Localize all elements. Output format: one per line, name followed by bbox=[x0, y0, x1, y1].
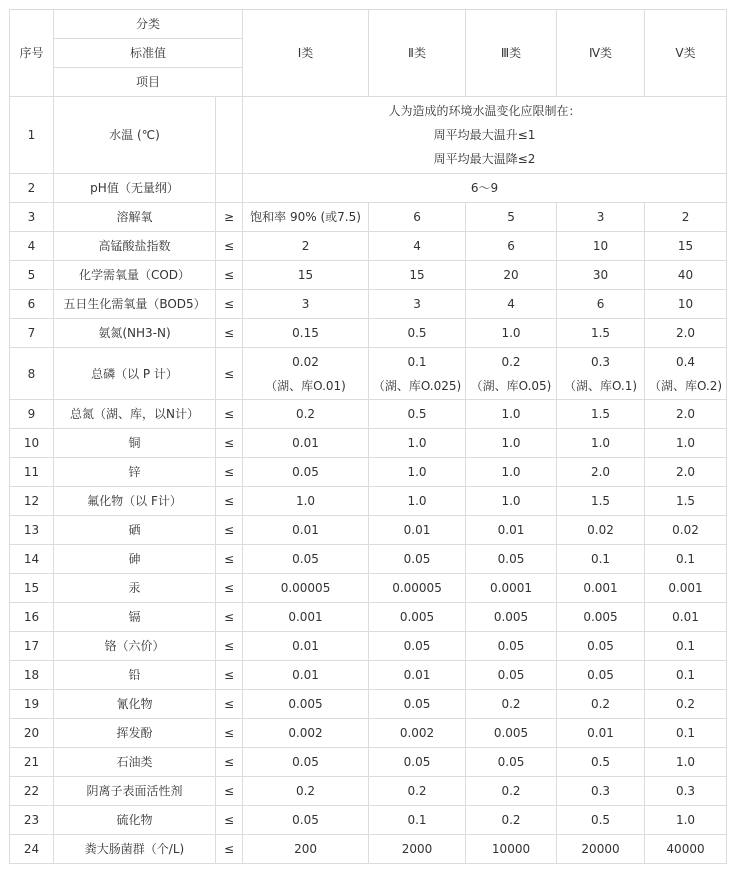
row-number: 18 bbox=[10, 661, 54, 690]
class-1-value: 0.01 bbox=[243, 632, 369, 661]
class-3-value: 0.05 bbox=[466, 661, 557, 690]
class-1-value: 0.005 bbox=[243, 690, 369, 719]
header-class-4: Ⅳ类 bbox=[557, 10, 645, 97]
row-number: 11 bbox=[10, 458, 54, 487]
table-row bbox=[10, 603, 727, 632]
class-4-value: 0.005 bbox=[557, 603, 645, 632]
item-name: 阴离子表面活性剂 bbox=[54, 777, 216, 806]
class-3-value: 1.0 bbox=[466, 429, 557, 458]
header-class-5: Ⅴ类 bbox=[645, 10, 727, 97]
table-row bbox=[10, 748, 727, 777]
row-number: 24 bbox=[10, 835, 54, 864]
item-name: 总氮（湖、库，以N计） bbox=[54, 400, 216, 429]
table-row bbox=[10, 632, 727, 661]
class-4-value: 0.05 bbox=[557, 661, 645, 690]
class-3-value bbox=[466, 348, 557, 400]
class-3-value: 1.0 bbox=[466, 400, 557, 429]
comparison-symbol: ≤ bbox=[216, 777, 243, 806]
table-row bbox=[10, 174, 727, 203]
value-lake-reservoir: （湖、库O.025) bbox=[372, 378, 462, 393]
item-name: 铜 bbox=[54, 429, 216, 458]
class-5-value: 15 bbox=[645, 232, 727, 261]
row-number: 22 bbox=[10, 777, 54, 806]
ph-range-value: 6～9 bbox=[243, 174, 727, 203]
table-row bbox=[10, 319, 727, 348]
table-row bbox=[10, 290, 727, 319]
class-1-value: 0.05 bbox=[243, 806, 369, 835]
comparison-symbol: ≤ bbox=[216, 400, 243, 429]
row-number: 8 bbox=[10, 348, 54, 400]
item-name: 石油类 bbox=[54, 748, 216, 777]
class-1-value: 0.002 bbox=[243, 719, 369, 748]
class-4-value: 0.01 bbox=[557, 719, 645, 748]
class-5-value: 0.001 bbox=[645, 574, 727, 603]
class-5-value: 1.0 bbox=[645, 748, 727, 777]
row-number: 10 bbox=[10, 429, 54, 458]
class-1-value: 200 bbox=[243, 835, 369, 864]
class-4-value: 30 bbox=[557, 261, 645, 290]
header-row-category bbox=[10, 10, 727, 39]
class-5-value: 2.0 bbox=[645, 458, 727, 487]
class-2-value: 1.0 bbox=[369, 487, 466, 516]
item-name: 五日生化需氧量（BOD5） bbox=[54, 290, 216, 319]
row-number: 6 bbox=[10, 290, 54, 319]
class-4-value: 6 bbox=[557, 290, 645, 319]
class-4-value: 10 bbox=[557, 232, 645, 261]
class-3-value: 1.0 bbox=[466, 458, 557, 487]
class-2-value: 0.2 bbox=[369, 777, 466, 806]
value-lake-reservoir: （湖、库O.1) bbox=[563, 378, 638, 393]
class-5-value: 1.0 bbox=[645, 806, 727, 835]
comparison-symbol: ≤ bbox=[216, 261, 243, 290]
class-3-value: 10000 bbox=[466, 835, 557, 864]
class-5-value: 2.0 bbox=[645, 400, 727, 429]
value-lake-reservoir: （湖、库O.01) bbox=[265, 378, 346, 393]
table-row bbox=[10, 429, 727, 458]
class-3-value: 6 bbox=[466, 232, 557, 261]
class-4-value: 0.3 bbox=[557, 777, 645, 806]
table-row bbox=[10, 690, 727, 719]
table-row bbox=[10, 661, 727, 690]
header-class-1: Ⅰ类 bbox=[243, 10, 369, 97]
table-row bbox=[10, 516, 727, 545]
class-5-value: 10 bbox=[645, 290, 727, 319]
class-1-value: 0.05 bbox=[243, 545, 369, 574]
class-5-value: 2 bbox=[645, 203, 727, 232]
class-1-value: 饱和率 90% (或7.5) bbox=[243, 203, 369, 232]
table-row bbox=[10, 400, 727, 429]
table-row bbox=[10, 806, 727, 835]
class-2-value: 0.5 bbox=[369, 319, 466, 348]
table-row bbox=[10, 835, 727, 864]
class-5-value: 40 bbox=[645, 261, 727, 290]
row-number: 4 bbox=[10, 232, 54, 261]
item-name: pH值（无量纲） bbox=[54, 174, 216, 203]
class-1-value: 0.01 bbox=[243, 661, 369, 690]
class-1-value: 0.05 bbox=[243, 458, 369, 487]
class-3-value: 1.0 bbox=[466, 319, 557, 348]
header-standard: 标准值 bbox=[54, 39, 243, 68]
class-3-value: 0.2 bbox=[466, 690, 557, 719]
class-2-value: 0.002 bbox=[369, 719, 466, 748]
water-quality-standards-table bbox=[9, 9, 727, 864]
item-name: 化学需氧量（COD） bbox=[54, 261, 216, 290]
water-temperature-note bbox=[243, 97, 727, 174]
header-class-2: Ⅱ类 bbox=[369, 10, 466, 97]
item-name: 镉 bbox=[54, 603, 216, 632]
class-5-value: 0.3 bbox=[645, 777, 727, 806]
item-name: 锌 bbox=[54, 458, 216, 487]
class-4-value: 0.2 bbox=[557, 690, 645, 719]
item-name: 汞 bbox=[54, 574, 216, 603]
class-2-value bbox=[369, 348, 466, 400]
class-3-value: 0.005 bbox=[466, 719, 557, 748]
class-2-value: 0.00005 bbox=[369, 574, 466, 603]
class-2-value: 4 bbox=[369, 232, 466, 261]
row-number: 23 bbox=[10, 806, 54, 835]
comparison-symbol: ≤ bbox=[216, 290, 243, 319]
comparison-symbol: ≤ bbox=[216, 719, 243, 748]
note-line: 周平均最大温降≤2 bbox=[433, 152, 536, 166]
class-3-value: 0.0001 bbox=[466, 574, 557, 603]
comparison-symbol: ≤ bbox=[216, 835, 243, 864]
class-1-value: 0.00005 bbox=[243, 574, 369, 603]
class-4-value: 0.5 bbox=[557, 748, 645, 777]
table-row bbox=[10, 232, 727, 261]
class-1-value: 0.01 bbox=[243, 429, 369, 458]
table-row bbox=[10, 545, 727, 574]
class-1-value: 0.15 bbox=[243, 319, 369, 348]
comparison-symbol: ≤ bbox=[216, 319, 243, 348]
class-4-value: 0.05 bbox=[557, 632, 645, 661]
row-number: 16 bbox=[10, 603, 54, 632]
comparison-symbol: ≤ bbox=[216, 516, 243, 545]
class-2-value: 3 bbox=[369, 290, 466, 319]
comparison-symbol: ≤ bbox=[216, 232, 243, 261]
class-2-value: 15 bbox=[369, 261, 466, 290]
class-2-value: 2000 bbox=[369, 835, 466, 864]
value-main: 0.1 bbox=[407, 354, 427, 369]
class-5-value: 0.2 bbox=[645, 690, 727, 719]
row-number: 9 bbox=[10, 400, 54, 429]
header-item: 项目 bbox=[54, 68, 243, 97]
class-1-value: 0.05 bbox=[243, 748, 369, 777]
header-category: 分类 bbox=[54, 10, 243, 39]
value-main: 0.02 bbox=[292, 354, 319, 369]
table-row bbox=[10, 97, 727, 174]
class-2-value: 0.05 bbox=[369, 632, 466, 661]
item-name: 铬（六价） bbox=[54, 632, 216, 661]
table-row bbox=[10, 719, 727, 748]
class-5-value: 40000 bbox=[645, 835, 727, 864]
class-4-value: 1.5 bbox=[557, 400, 645, 429]
class-4-value: 0.5 bbox=[557, 806, 645, 835]
comparison-symbol: ≤ bbox=[216, 429, 243, 458]
item-name: 水温 (℃) bbox=[54, 97, 216, 174]
item-name: 高锰酸盐指数 bbox=[54, 232, 216, 261]
data-rows bbox=[10, 203, 727, 864]
comparison-symbol: ≤ bbox=[216, 348, 243, 400]
class-2-value: 0.05 bbox=[369, 748, 466, 777]
class-5-value: 0.01 bbox=[645, 603, 727, 632]
comparison-symbol: ≤ bbox=[216, 690, 243, 719]
item-name: 硫化物 bbox=[54, 806, 216, 835]
class-5-value: 1.5 bbox=[645, 487, 727, 516]
note-line: 周平均最大温升≤1 bbox=[433, 128, 536, 142]
row-number: 1 bbox=[10, 97, 54, 174]
class-4-value: 2.0 bbox=[557, 458, 645, 487]
row-number: 20 bbox=[10, 719, 54, 748]
row-number: 21 bbox=[10, 748, 54, 777]
comparison-symbol: ≤ bbox=[216, 574, 243, 603]
class-2-value: 0.1 bbox=[369, 806, 466, 835]
class-2-value: 0.005 bbox=[369, 603, 466, 632]
class-5-value: 2.0 bbox=[645, 319, 727, 348]
class-3-value: 4 bbox=[466, 290, 557, 319]
class-5-value: 1.0 bbox=[645, 429, 727, 458]
comparison-symbol: ≤ bbox=[216, 748, 243, 777]
row-number: 7 bbox=[10, 319, 54, 348]
comparison-symbol: ≤ bbox=[216, 632, 243, 661]
item-name: 砷 bbox=[54, 545, 216, 574]
class-3-value: 0.005 bbox=[466, 603, 557, 632]
item-name: 总磷（以 P 计） bbox=[54, 348, 216, 400]
class-5-value: 0.1 bbox=[645, 545, 727, 574]
comparison-symbol bbox=[216, 97, 243, 174]
value-main: 0.3 bbox=[590, 354, 611, 369]
comparison-symbol: ≤ bbox=[216, 603, 243, 632]
row-number: 14 bbox=[10, 545, 54, 574]
row-number: 15 bbox=[10, 574, 54, 603]
class-2-value: 6 bbox=[369, 203, 466, 232]
class-1-value: 0.01 bbox=[243, 516, 369, 545]
row-number: 12 bbox=[10, 487, 54, 516]
item-name: 氰化物 bbox=[54, 690, 216, 719]
class-5-value: 0.1 bbox=[645, 719, 727, 748]
table-body bbox=[10, 10, 727, 203]
class-2-value: 1.0 bbox=[369, 458, 466, 487]
class-1-value: 2 bbox=[243, 232, 369, 261]
class-1-value: 0.001 bbox=[243, 603, 369, 632]
item-name: 氟化物（以 F计） bbox=[54, 487, 216, 516]
class-3-value: 0.01 bbox=[466, 516, 557, 545]
comparison-symbol: ≤ bbox=[216, 545, 243, 574]
value-main: 0.4 bbox=[675, 354, 696, 369]
class-1-value: 0.2 bbox=[243, 777, 369, 806]
class-3-value: 0.2 bbox=[466, 777, 557, 806]
header-seq: 序号 bbox=[10, 10, 54, 97]
class-2-value: 0.05 bbox=[369, 690, 466, 719]
value-lake-reservoir: （湖、库O.2) bbox=[648, 378, 723, 393]
class-1-value: 1.0 bbox=[243, 487, 369, 516]
class-4-value: 1.5 bbox=[557, 487, 645, 516]
class-2-value: 1.0 bbox=[369, 429, 466, 458]
comparison-symbol: ≤ bbox=[216, 806, 243, 835]
row-number: 5 bbox=[10, 261, 54, 290]
row-number: 13 bbox=[10, 516, 54, 545]
comparison-symbol: ≥ bbox=[216, 203, 243, 232]
class-4-value: 0.02 bbox=[557, 516, 645, 545]
comparison-symbol: ≤ bbox=[216, 661, 243, 690]
class-2-value: 0.01 bbox=[369, 516, 466, 545]
value-main: 0.2 bbox=[501, 354, 521, 369]
class-3-value: 0.05 bbox=[466, 748, 557, 777]
item-name: 铅 bbox=[54, 661, 216, 690]
class-2-value: 0.05 bbox=[369, 545, 466, 574]
table-row bbox=[10, 348, 727, 400]
comparison-symbol bbox=[216, 174, 243, 203]
item-name: 氨氮(NH3-N) bbox=[54, 319, 216, 348]
class-4-value: 20000 bbox=[557, 835, 645, 864]
class-5-value: 0.1 bbox=[645, 661, 727, 690]
class-4-value: 0.1 bbox=[557, 545, 645, 574]
class-4-value: 0.001 bbox=[557, 574, 645, 603]
class-2-value: 0.5 bbox=[369, 400, 466, 429]
class-3-value: 5 bbox=[466, 203, 557, 232]
class-3-value: 0.05 bbox=[466, 632, 557, 661]
comparison-symbol: ≤ bbox=[216, 458, 243, 487]
class-5-value: 0.1 bbox=[645, 632, 727, 661]
class-2-value: 0.01 bbox=[369, 661, 466, 690]
row-number: 17 bbox=[10, 632, 54, 661]
class-4-value bbox=[557, 348, 645, 400]
class-1-value: 3 bbox=[243, 290, 369, 319]
row-number: 2 bbox=[10, 174, 54, 203]
class-5-value bbox=[645, 348, 727, 400]
class-4-value: 1.5 bbox=[557, 319, 645, 348]
class-4-value: 3 bbox=[557, 203, 645, 232]
note-line: 人为造成的环境水温变化应限制在： bbox=[388, 104, 581, 118]
table-row bbox=[10, 777, 727, 806]
row-number: 3 bbox=[10, 203, 54, 232]
class-1-value: 15 bbox=[243, 261, 369, 290]
class-3-value: 1.0 bbox=[466, 487, 557, 516]
class-1-value bbox=[243, 348, 369, 400]
table-row bbox=[10, 487, 727, 516]
class-5-value: 0.02 bbox=[645, 516, 727, 545]
class-3-value: 20 bbox=[466, 261, 557, 290]
item-name: 挥发酚 bbox=[54, 719, 216, 748]
class-3-value: 0.2 bbox=[466, 806, 557, 835]
value-lake-reservoir: （湖、库O.05) bbox=[470, 378, 552, 393]
row-number: 19 bbox=[10, 690, 54, 719]
table-row bbox=[10, 203, 727, 232]
class-4-value: 1.0 bbox=[557, 429, 645, 458]
item-name: 溶解氧 bbox=[54, 203, 216, 232]
class-1-value: 0.2 bbox=[243, 400, 369, 429]
table-row bbox=[10, 574, 727, 603]
item-name: 粪大肠菌群（个/L) bbox=[54, 835, 216, 864]
table-row bbox=[10, 261, 727, 290]
class-3-value: 0.05 bbox=[466, 545, 557, 574]
table-row bbox=[10, 458, 727, 487]
header-class-3: Ⅲ类 bbox=[466, 10, 557, 97]
item-name: 硒 bbox=[54, 516, 216, 545]
comparison-symbol: ≤ bbox=[216, 487, 243, 516]
